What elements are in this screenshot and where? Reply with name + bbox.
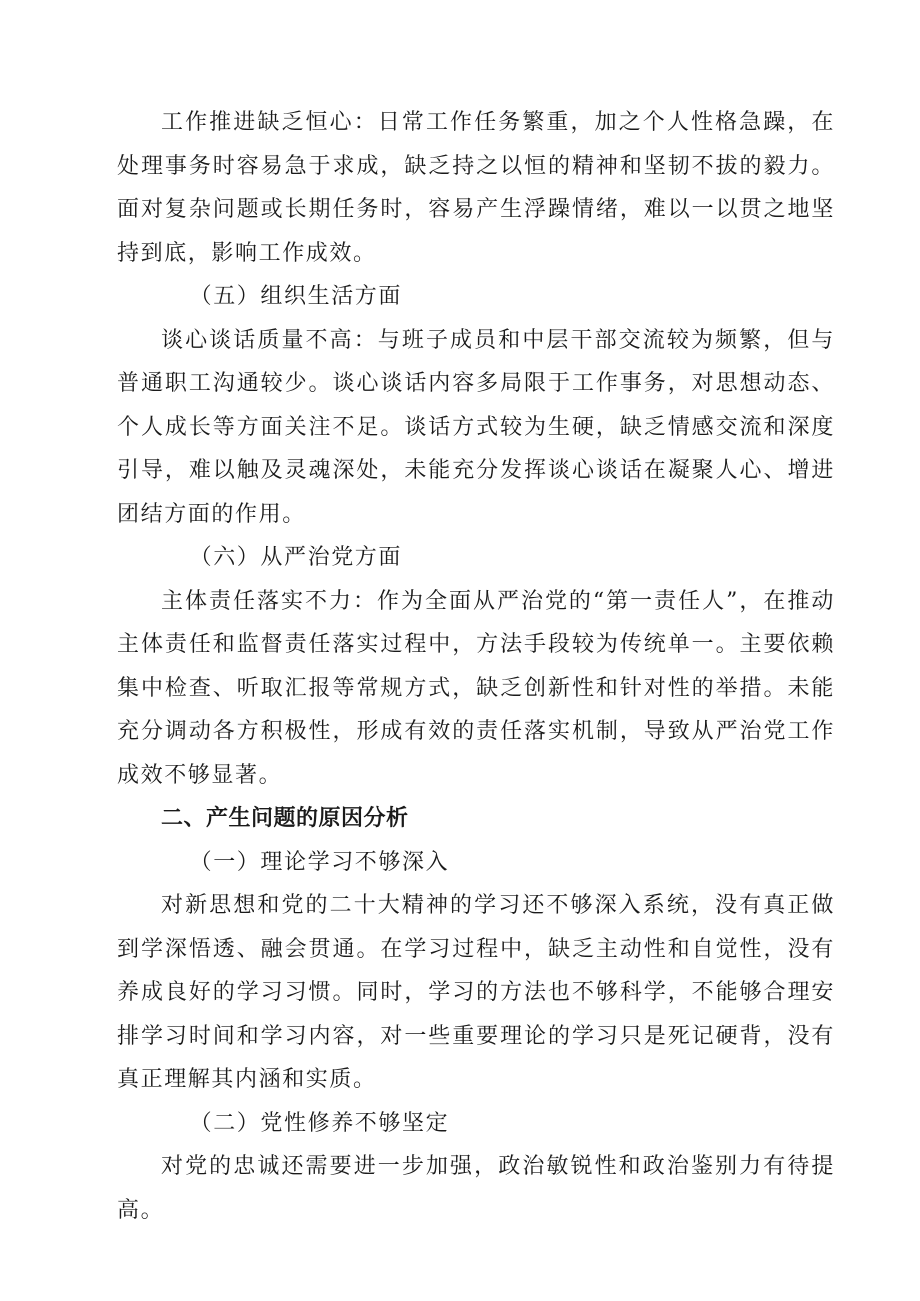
paragraph-main-responsibility: 主体责任落实不力：作为全面从严治党的“第一责任人”，在推动主体责任和监督责任落实过程中，方法手段较为传统单一。主要依赖集中检查、听取汇报等常规方式，缺乏创新性和针对性的举措。未能充分调动各方积极性，形成有效的责任落实机制，导致从严治党工作成效不够显著。: [117, 588, 835, 788]
paragraph-work-perseverance: 工作推进缺乏恒心：日常工作任务繁重，加之个人性格急躁，在处理事务时容易急于求成，缺乏持之以恒的精神和坚韧不拔的毅力。面对复杂问题或长期任务时，容易产生浮躁情绪，难以一以贯之地坚持到底，影响工作成效。: [117, 110, 835, 266]
paragraph-heart-talk: 谈心谈话质量不高：与班子成员和中层干部交流较为频繁，但与普通职工沟通较少。谈心谈话内容多局限于工作事务，对思想动态、个人成长等方面关注不足。谈话方式较为生硬，缺乏情感交流和深度引导，难以触及灵魂深处，未能充分发挥谈心谈话在凝聚人心、增进团结方面的作用。: [117, 327, 835, 527]
subheading-strict-party: （六）从严治党方面: [189, 545, 402, 570]
paragraph-party-loyalty: 对党的忠诚还需要进一步加强，政治敏锐性和政治鉴别力有待提高。: [117, 1154, 835, 1223]
section-heading-cause-analysis: 二、产生问题的原因分析: [161, 806, 409, 831]
subheading-organization-life: （五）组织生活方面: [189, 284, 402, 309]
paragraph-theory-study: 对新思想和党的二十大精神的学习还不够深入系统，没有真正做到学深悟透、融会贯通。在学习过程中，缺乏主动性和自觉性，没有养成良好的学习习惯。同时，学习的方法也不够科学，不能够合理安排学习时间和学习内容，对一些重要理论的学习只是死记硬背，没有真正理解其内涵和实质。: [117, 893, 835, 1092]
document-page: [117, 101, 835, 1232]
subheading-theory-study: （一）理论学习不够深入: [189, 849, 450, 875]
subheading-party-spirit: （二）党性修养不够坚定: [189, 1110, 450, 1136]
